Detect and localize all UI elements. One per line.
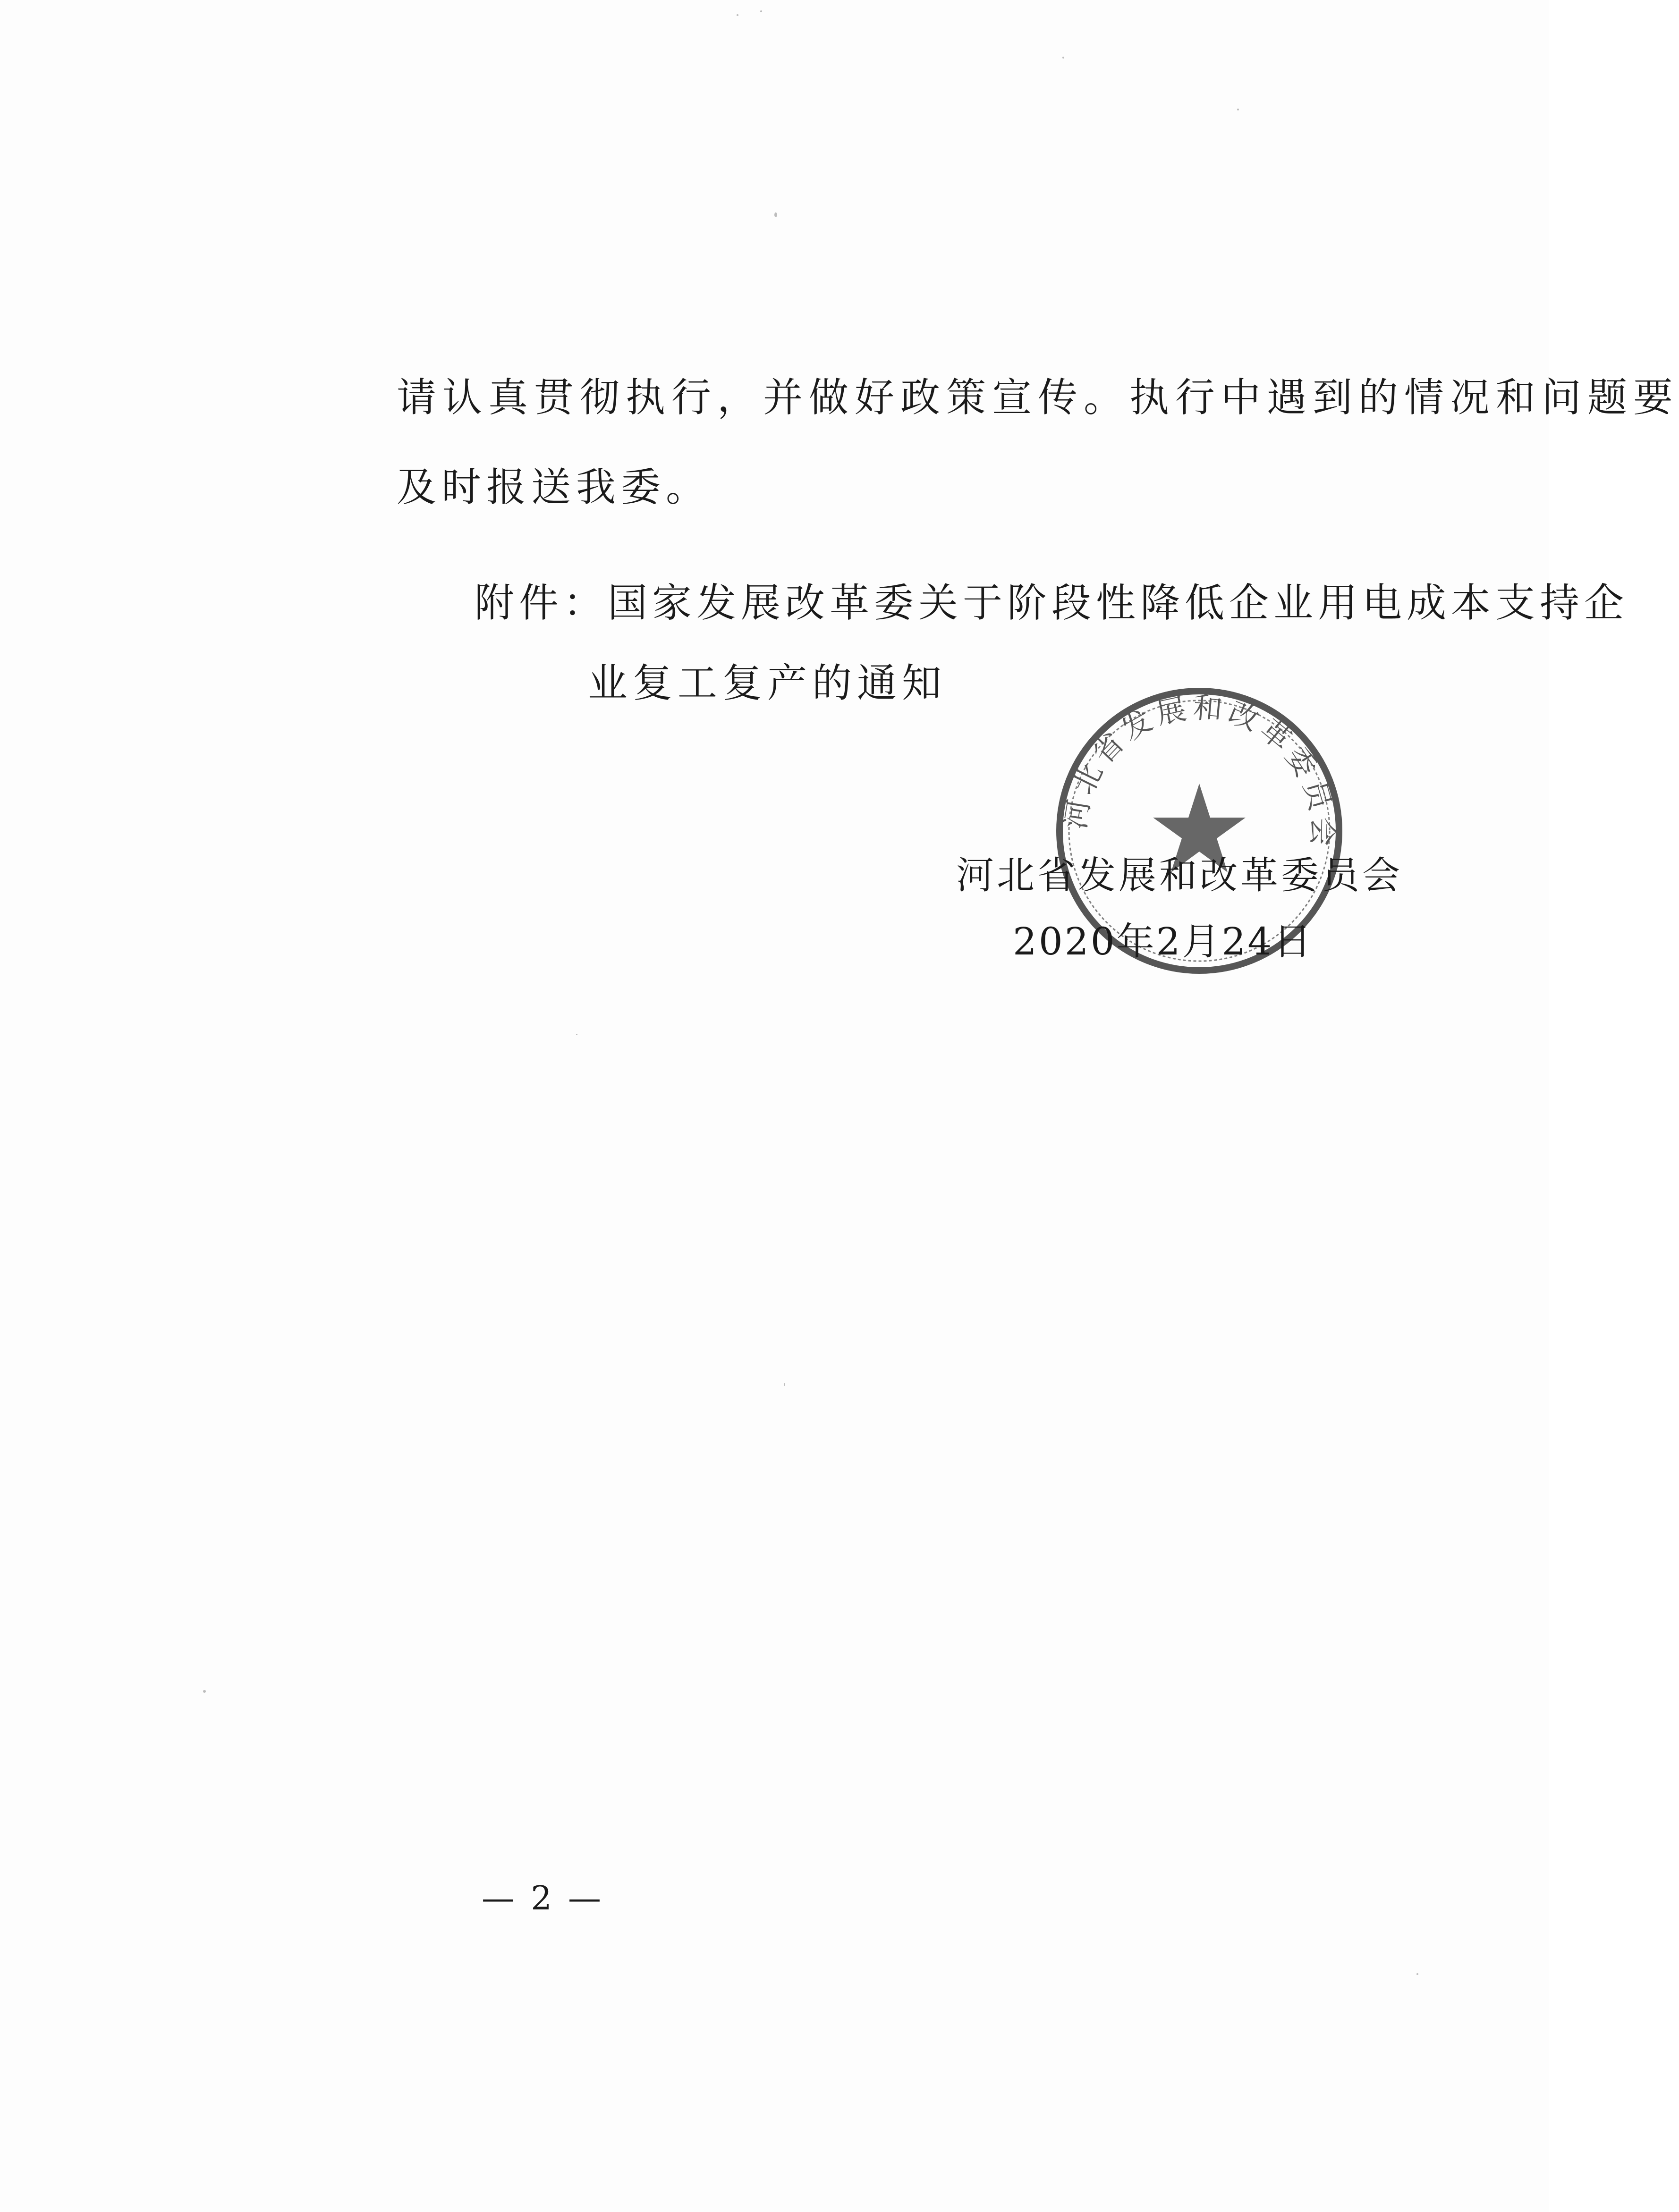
body-paragraph-line: 请认真贯彻执行，并做好政策宣传。执行中遇到的情况和问题要 — [397, 374, 1679, 421]
scan-speck — [737, 14, 738, 16]
scan-speck — [1237, 109, 1239, 110]
attachment-line: 附件：国家发展改革委关于阶段性降低企业用电成本支持企 — [475, 580, 1629, 626]
seal-ring-text: 河北省发展和改革委员会 — [1058, 690, 1340, 852]
page-number: — 2 — — [482, 1879, 604, 1917]
body-paragraph-line: 及时报送我委。 — [397, 464, 711, 510]
scan-speck — [576, 1034, 577, 1035]
scan-speck — [774, 212, 777, 217]
scan-speck — [760, 10, 762, 12]
scan-speck — [1062, 57, 1064, 59]
signature-organization: 河北省发展和改革委员会 — [956, 853, 1403, 897]
signature-date: 2020年2月24日 — [1013, 920, 1314, 963]
scan-speck — [784, 1383, 785, 1386]
attachment-line: 业复工复产的通知 — [588, 660, 947, 706]
scan-speck — [1416, 1973, 1418, 1975]
scan-speck — [203, 1690, 206, 1693]
